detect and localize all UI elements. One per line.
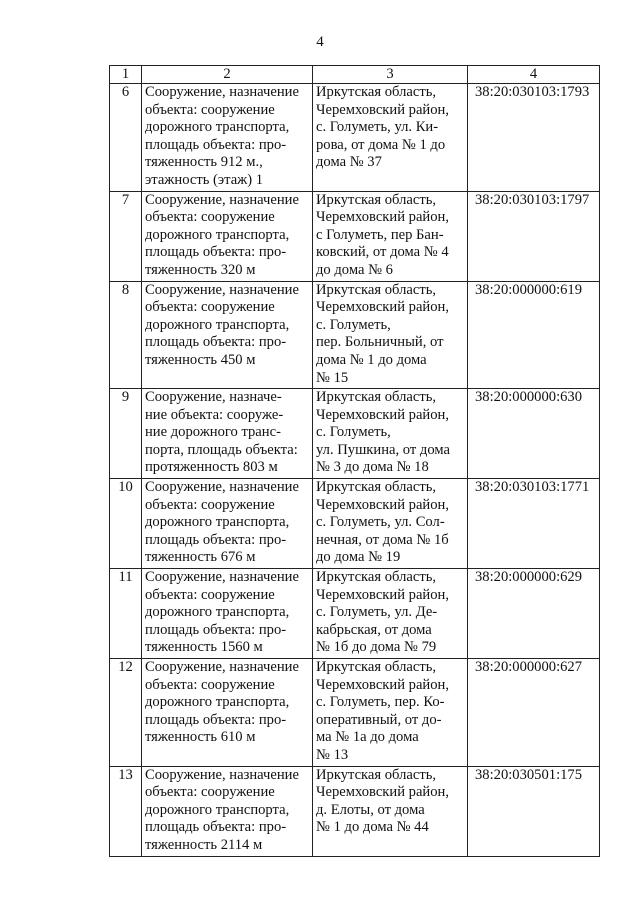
cadastral-number: 38:20:030501:175 (468, 766, 600, 856)
table-row (110, 569, 600, 659)
header-row (110, 66, 600, 84)
object-address-line: № 3 до дома № 18 (316, 459, 429, 476)
object-description-line: дорожного транспорта, (145, 226, 290, 243)
object-address-line: Черемховский район, (316, 101, 449, 118)
object-address (313, 659, 468, 767)
object-description-line: площадь объекта: про- (145, 334, 287, 351)
object-address-line: пер. Больничный, от (316, 334, 444, 351)
object-address (313, 191, 468, 281)
cadastral-number: 38:20:030103:1797 (468, 191, 600, 281)
row-number: 6 (110, 84, 142, 192)
object-description-line: площадь объекта: про- (145, 244, 287, 261)
object-description-line: порта, площадь объекта: (145, 441, 298, 458)
object-description (142, 281, 313, 389)
object-address-line: Иркутская область, (316, 569, 437, 586)
object-address-line: нечная, от дома № 1б (316, 531, 449, 548)
header-col-2: 2 (142, 66, 313, 84)
object-description (142, 659, 313, 767)
object-address-line: ковский, от дома № 4 (316, 244, 449, 261)
object-address-line: Черемховский район, (316, 496, 449, 513)
row-number: 7 (110, 191, 142, 281)
table-row (110, 84, 600, 192)
object-address-line: № 1б до дома № 79 (316, 639, 437, 656)
cadastral-number: 38:20:000000:627 (468, 659, 600, 767)
object-address-line: с. Голуметь, (316, 424, 391, 441)
header-col-1: 1 (110, 66, 142, 84)
object-address-line: Иркутская область, (316, 191, 437, 208)
object-description-line: дорожного транспорта, (145, 694, 290, 711)
row-number: 9 (110, 389, 142, 479)
object-address-line: до дома № 6 (316, 261, 393, 278)
object-description-line: тяженность 610 м (145, 729, 256, 746)
table-row (110, 191, 600, 281)
object-description-line: объекта: сооружение (145, 784, 275, 801)
object-address-line: № 13 (316, 746, 349, 763)
object-description-line: объекта: сооружение (145, 299, 275, 316)
object-address-line: ма № 1а до дома (316, 729, 419, 746)
object-address-line: дома № 37 (316, 154, 382, 171)
object-description-line: дорожного транспорта, (145, 604, 290, 621)
row-number: 11 (110, 569, 142, 659)
object-address-line: ул. Пушкина, от дома (316, 441, 450, 458)
object-address-line: до дома № 19 (316, 549, 401, 566)
object-description-line: объекта: сооружение (145, 209, 275, 226)
object-description-line: площадь объекта: про- (145, 819, 287, 836)
object-address (313, 479, 468, 569)
header-col-4: 4 (468, 66, 600, 84)
object-description-line: Сооружение, назначение (145, 191, 299, 208)
object-description-line: тяженность 676 м (145, 549, 256, 566)
object-address (313, 569, 468, 659)
object-description-line: дорожного транспорта, (145, 514, 290, 531)
object-address-line: с. Голуметь, пер. Ко- (316, 694, 445, 711)
object-description-line: площадь объекта: про- (145, 136, 287, 153)
object-address-line: Иркутская область, (316, 659, 437, 675)
object-description-line: Сооружение, назначение (145, 281, 299, 298)
object-description-line: Сооружение, назначение (145, 659, 299, 675)
object-description-line: тяженность 1560 м (145, 639, 263, 656)
object-description-line: тяженность 320 м (145, 261, 256, 278)
object-address-line: Иркутская область, (316, 389, 437, 406)
object-address-line: с. Голуметь, ул. Сол- (316, 514, 445, 531)
object-description-line: площадь объекта: про- (145, 531, 287, 548)
row-number: 10 (110, 479, 142, 569)
table-row (110, 659, 600, 767)
object-address (313, 84, 468, 192)
object-address-line: Иркутская область, (316, 479, 437, 496)
object-address-line: Черемховский район, (316, 209, 449, 226)
object-address-line: с. Голуметь, ул. Де- (316, 604, 438, 621)
object-address-line: с. Голуметь, ул. Ки- (316, 119, 439, 136)
object-description-line: ние объекта: сооруже- (145, 406, 284, 423)
object-address-line: с. Голуметь, (316, 316, 391, 333)
object-description (142, 766, 313, 856)
table-row (110, 389, 600, 479)
object-address-line: Черемховский район, (316, 784, 449, 801)
object-description-line: Сооружение, назначение (145, 766, 299, 783)
object-address-line: Черемховский район, (316, 676, 449, 693)
object-description-line: дорожного транспорта, (145, 119, 290, 136)
object-description-line: объекта: сооружение (145, 496, 275, 513)
object-description-line: объекта: сооружение (145, 676, 275, 693)
object-address-line: д. Елоты, от дома (316, 801, 425, 818)
object-description-line: ние дорожного транс- (145, 424, 281, 441)
object-description-line: тяженность 450 м (145, 351, 256, 368)
table-row (110, 766, 600, 856)
object-address (313, 389, 468, 479)
object-address-line: Черемховский район, (316, 406, 449, 423)
table-row (110, 281, 600, 389)
object-description (142, 479, 313, 569)
row-number: 12 (110, 659, 142, 767)
object-description-line: Сооружение, назначение (145, 479, 299, 496)
object-description-line: дорожного транспорта, (145, 316, 290, 333)
cadastral-number: 38:20:000000:619 (468, 281, 600, 389)
cadastral-number: 38:20:000000:630 (468, 389, 600, 479)
object-description-line: площадь объекта: про- (145, 711, 287, 728)
registry-body (110, 84, 600, 857)
object-address-line: Иркутская область, (316, 281, 437, 298)
object-description-line: объекта: сооружение (145, 586, 275, 603)
cadastral-number: 38:20:030103:1793 (468, 84, 600, 192)
object-description (142, 191, 313, 281)
object-address-line: кабрьская, от дома (316, 621, 432, 638)
row-number: 13 (110, 766, 142, 856)
object-description-line: тяженность 912 м., (145, 154, 263, 171)
object-description-line: объекта: сооружение (145, 101, 275, 118)
cadastral-number: 38:20:030103:1771 (468, 479, 600, 569)
object-description-line: дорожного транспорта, (145, 801, 290, 818)
cadastral-number: 38:20:000000:629 (468, 569, 600, 659)
object-address-line: с Голуметь, пер Бан- (316, 226, 444, 243)
object-address-line: Черемховский район, (316, 586, 449, 603)
object-description (142, 569, 313, 659)
table-row (110, 479, 600, 569)
row-number: 8 (110, 281, 142, 389)
object-address-line: № 1 до дома № 44 (316, 819, 429, 836)
object-description-line: Сооружение, назначение (145, 84, 299, 100)
object-address-line: № 15 (316, 369, 349, 386)
object-address-line: оперативный, от до- (316, 711, 442, 728)
object-description-line: Сооружение, назначе- (145, 389, 282, 406)
object-address-line: Иркутская область, (316, 766, 437, 783)
object-description-line: этажность (этаж) 1 (145, 171, 264, 188)
object-description-line: тяженность 2114 м (145, 836, 263, 853)
object-description-line: площадь объекта: про- (145, 621, 287, 638)
object-description (142, 389, 313, 479)
object-description-line: Сооружение, назначение (145, 569, 299, 586)
object-address (313, 766, 468, 856)
object-description (142, 84, 313, 192)
object-address-line: Черемховский район, (316, 299, 449, 316)
object-address-line: Иркутская область, (316, 84, 437, 100)
registry-table (109, 65, 600, 857)
object-address (313, 281, 468, 389)
object-address-line: рова, от дома № 1 до (316, 136, 446, 153)
page-number: 4 (316, 34, 324, 50)
header-col-3: 3 (313, 66, 468, 84)
object-address-line: дома № 1 до дома (316, 351, 427, 368)
object-description-line: протяженность 803 м (145, 459, 278, 476)
